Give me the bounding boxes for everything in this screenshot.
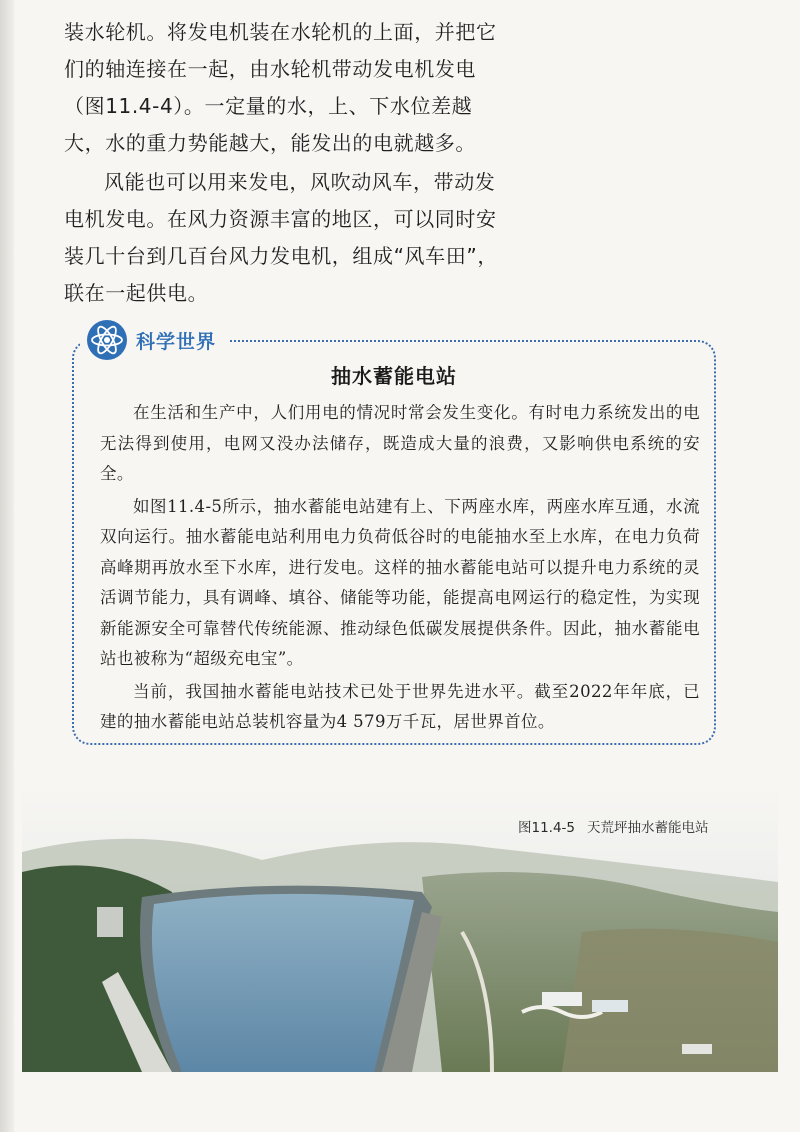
main-text	[64, 14, 504, 312]
box-paragraph: 当前，我国抽水蓄能电站技术已处于世界先进水平。截至2022年年底，已建的抽水蓄能电站总装机容量为4 579万千瓦，居世界首位。	[100, 681, 700, 731]
paragraph-hydropower: 装水轮机。将发电机装在水轮机的上面，并把它们的轴连接在一起，由水轮机带动发电机发电（图11.4-4）。一定量的水，上、下水位差越大，水的重力势能越大，能发出的电就越多。	[64, 20, 497, 155]
box-label: 科学世界	[136, 330, 217, 353]
box-body	[100, 398, 700, 740]
figure-title: 天荒坪抽水蓄能电站	[587, 820, 709, 836]
figure-caption	[518, 816, 721, 836]
paragraph-wind-power: 风能也可以用来发电，风吹动风车，带动发电机发电。在风力资源丰富的地区，可以同时安装几十台到几百台风力发电机，组成“风车田”，联在一起供电。	[64, 170, 498, 305]
science-world-header	[86, 318, 286, 362]
figure-number: 图11.4-5	[518, 820, 576, 836]
page-edge	[0, 0, 14, 1132]
box-heading: 抽水蓄能电站	[331, 364, 457, 388]
box-paragraph: 在生活和生产中，人们用电的情况时常会发生变化。有时电力系统发出的电无法得到使用，电网又没办法储存，既造成大量的浪费，又影响供电系统的安全。	[100, 403, 700, 483]
atom-icon	[86, 319, 128, 361]
box-paragraph: 如图11.4-5所示，抽水蓄能电站建有上、下两座水库，两座水库互通，水流双向运行。抽水蓄能电站利用电力负荷低谷时的电能抽水至上水库，在电力负荷高峰期再放水至下水库，进行发电。这样的抽水蓄能电站可以提升电力系统的灵活调节能力，具有调峰、填谷、储能等功能，能提高电网运行的稳定性，为实现新能源安全可靠替代传统能源、推动绿色低碳发展提供条件。因此，抽水蓄能电站也被称为“超级充电宝”。	[100, 496, 700, 668]
